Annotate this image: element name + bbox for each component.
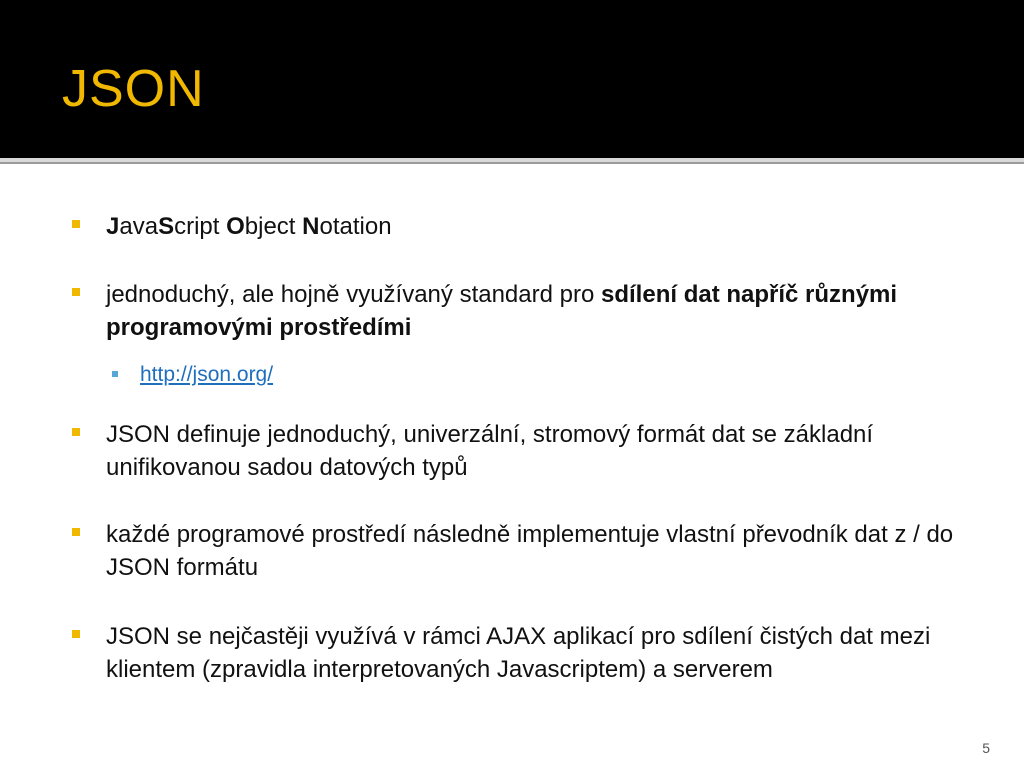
bullet-text-prefix: jednoduchý, ale hojně využívaný standard pro — [106, 281, 601, 308]
bullet-marker — [72, 288, 80, 296]
title-divider-dark — [0, 162, 1024, 164]
bullet-text: JSON se nejčastěji využívá v rámci AJAX aplikací pro sdílení čistých dat mezi klientem (zpravidla interpretovaných Javascriptem) a serverem — [106, 623, 931, 683]
bullet-marker — [72, 630, 80, 638]
bullet-text — [106, 210, 972, 243]
bullet-marker — [72, 220, 80, 228]
json-org-link[interactable]: http://json.org/ — [140, 363, 274, 386]
bullet-text: každé programové prostředí následně implementuje vlastní převodník dat z / do JSON formátu — [106, 521, 954, 581]
acronym-rest-otation: otation — [319, 213, 392, 240]
bullet-text — [106, 278, 972, 344]
page-number: 5 — [982, 740, 990, 756]
bullet-text: JSON definuje jednoduchý, univerzální, stromový formát dat se základní unifikovanou sadou datových typů — [106, 421, 874, 481]
bullet-marker — [72, 428, 80, 436]
sub-bullet-marker — [112, 371, 118, 377]
bullet-text-emphasis: sdílení dat napříč různými programovými prostředími — [106, 281, 898, 341]
acronym-rest-ava: ava — [119, 213, 159, 240]
acronym-letter-s: S — [158, 213, 175, 240]
acronym-letter-j: J — [106, 213, 120, 240]
acronym-rest-bject: bject — [244, 213, 303, 240]
bullet-marker — [72, 528, 80, 536]
slide-title: JSON — [62, 60, 205, 118]
acronym-letter-o: O — [226, 213, 245, 240]
acronym-letter-n: N — [302, 213, 320, 240]
acronym-rest-cript: cript — [174, 213, 227, 240]
